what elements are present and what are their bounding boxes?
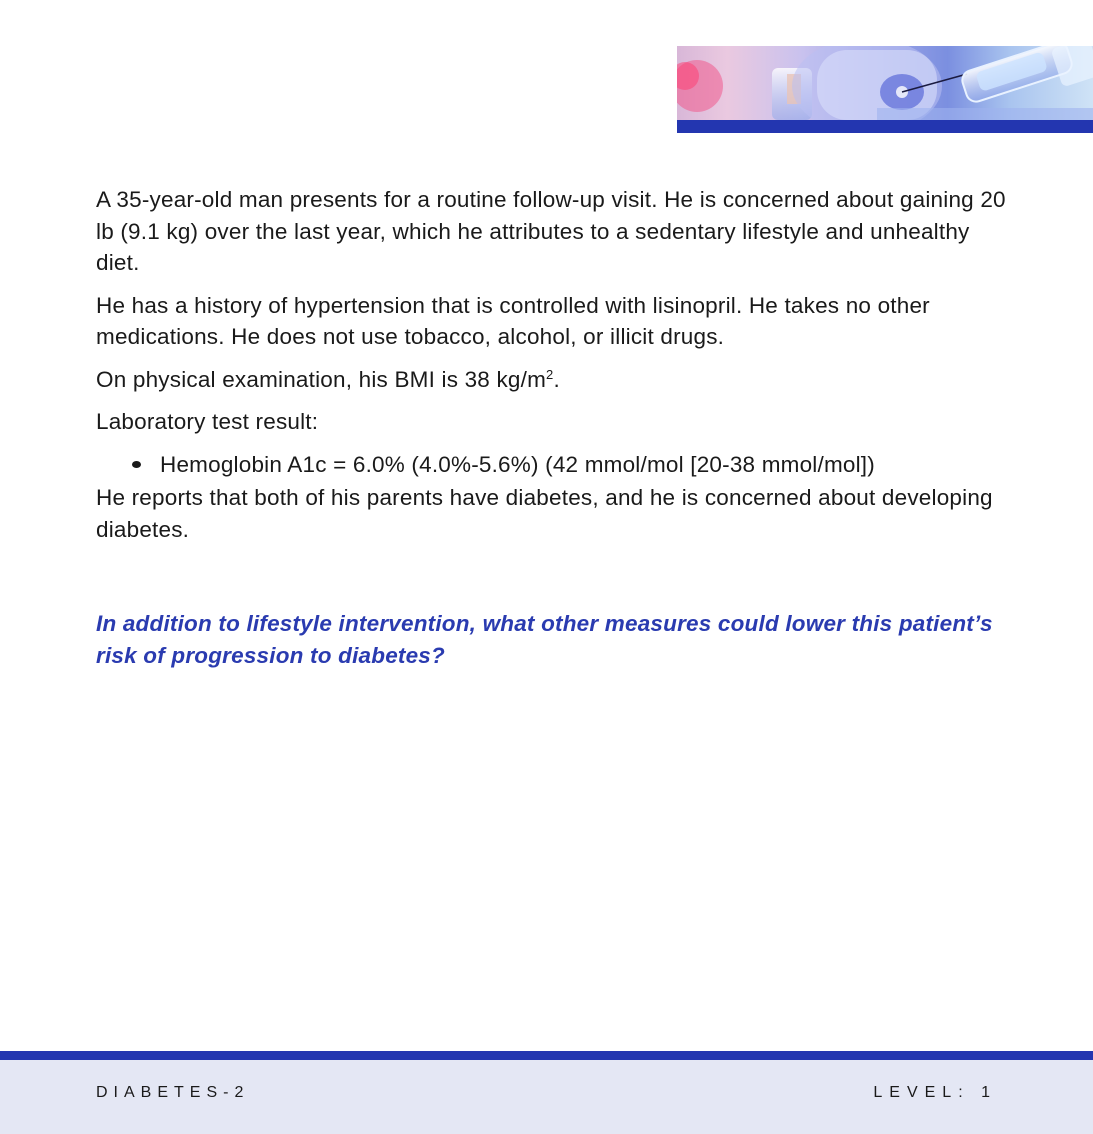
lab-heading: Laboratory test result: (96, 409, 319, 434)
case-description (96, 184, 1016, 556)
footer-case-id: DIABETES-2 (96, 1084, 250, 1101)
lab-results-list (96, 449, 1016, 481)
exam-period: . (553, 366, 560, 392)
case-paragraph-exam (96, 364, 1016, 396)
case-question: In addition to lifestyle intervention, what other measures could lower this patient’s risk of progression to diabetes? (96, 611, 993, 668)
lab-result-text: Hemoglobin A1c = 6.0% (4.0%-5.6%) (42 mmol/mol [20-38 mmol/mol]) (160, 451, 875, 477)
lab-result-item (160, 449, 1016, 481)
footer-level: LEVEL: 1 (873, 1084, 997, 1101)
case-paragraph-presentation: A 35-year-old man presents for a routine follow-up visit. He is concerned about gaining 20 lb (9.1 kg) over the last year, which he attributes to a sedentary lifestyle and unhealthy diet. (96, 187, 1006, 275)
header-accent-bar (677, 120, 1093, 133)
bullet-icon (132, 461, 141, 468)
page-footer (0, 1051, 1093, 1134)
header-syringe-image (677, 46, 1093, 120)
case-paragraph-history: He has a history of hypertension that is controlled with lisinopril. He takes no other medications. He does not use tobacco, alcohol, or illicit drugs. (96, 292, 930, 349)
case-paragraph-family-history: He reports that both of his parents have diabetes, and he is concerned about developing diabetes. (96, 485, 993, 542)
syringe-vial-illustration (677, 46, 1093, 120)
exam-text: On physical examination, his BMI is 38 kg/m (96, 366, 547, 392)
exam-superscript: 2 (546, 366, 554, 382)
footer-accent-rule (0, 1051, 1093, 1060)
